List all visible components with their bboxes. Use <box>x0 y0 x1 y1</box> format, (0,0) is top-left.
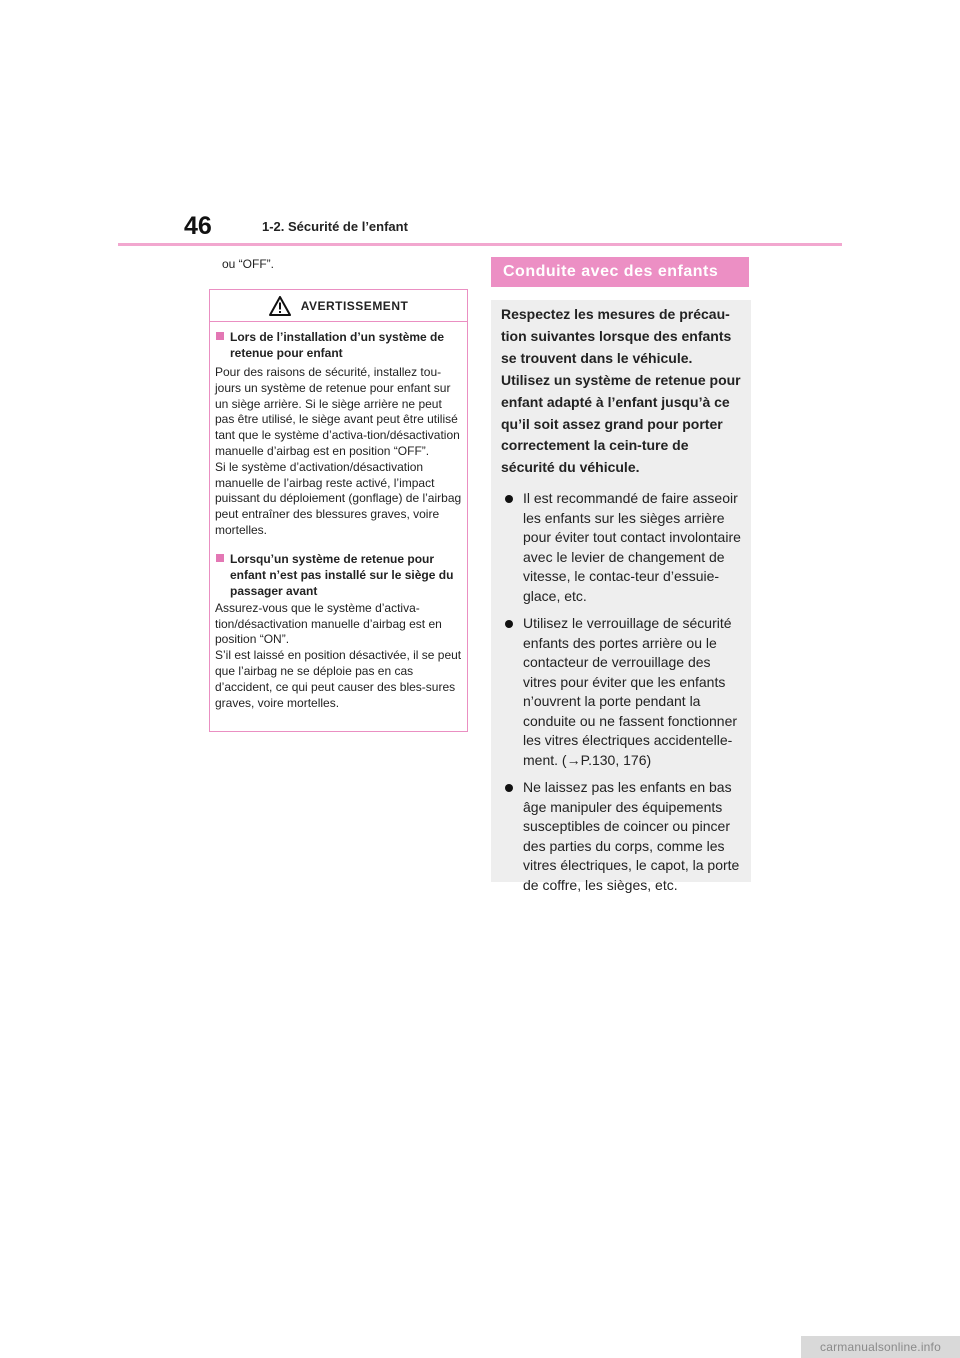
warning-item-2-heading-text: Lorsqu’un système de retenue pour enfant n’est pas installé sur le siège du passager avant <box>230 551 454 598</box>
watermark-link[interactable]: carmanualsonline.info <box>801 1336 960 1358</box>
warning-item-1-paragraph-1: Pour des raisons de sécurité, installez tou-jours un système de retenue pour enfant sur un siège arrière. Si le siège arrière ne peut pas être utilisé, le siège avant peut être utilisé tant que le système d’activa-tion/désactivation manuelle d’airbag est en position “OFF”. <box>215 365 460 458</box>
list-item-text: Ne laissez pas les enfants en bas âge manipuler des équipements susceptibles de coincer ou pincer des parties du corps, comme les vitres électriques, le capot, la porte de coffre, les sièges, etc. <box>523 779 740 893</box>
header-rule <box>118 243 842 246</box>
warning-item-2-paragraph-2: S’il est laissé en position désactivée, il se peut que l’airbag ne se déploie pas en cas d’accident, ce qui peut causer des bles-sures graves, voire mortelles. <box>215 648 462 710</box>
section-title-bar: Conduite avec des enfants <box>491 257 749 287</box>
bullet-list <box>501 489 743 895</box>
intro-text: Respectez les mesures de précau-tion suivantes lorsque des enfants se trouvent dans le véhicule. Utilisez un système de retenue pour enfant adapté à l’enfant jusqu’à ce qu’il soit assez grand pour porter correctement la cein-ture de sécurité du véhicule. <box>501 306 741 476</box>
warning-item-1-heading-text: Lors de l’installation d’un système de retenue pour enfant <box>230 330 445 360</box>
content-box <box>491 300 751 893</box>
square-bullet-icon <box>216 554 224 562</box>
square-bullet-icon <box>216 332 224 340</box>
list-item-text: Il est recommandé de faire asseoir les enfants sur les sièges arrière pour éviter tout contact involontaire avec le levier de changement de vitesse, le contac-teur d’essuie-glace, etc. <box>523 490 741 604</box>
warning-body <box>210 322 467 711</box>
page-number: 46 <box>184 212 212 240</box>
warning-item-2-paragraph-1: Assurez-vous que le système d’activa-tion/désactivation manuelle d’airbag est en position “ON”. <box>215 600 442 647</box>
warning-header <box>210 290 467 322</box>
warning-triangle-icon <box>269 296 291 316</box>
continuation-text: ou “OFF”. <box>222 257 275 271</box>
bullet-dot-icon <box>505 784 513 792</box>
list-item <box>501 489 743 606</box>
section-label: 1-2. Sécurité de l’enfant <box>262 219 408 234</box>
list-item <box>501 778 743 895</box>
warning-item-1-paragraph-2: Si le système d’activation/désactivation manuelle de l’airbag reste activé, l’impact puissant du déploiement (gonflage) de l’airbag peut entraîner des blessures graves, voire mortelles. <box>215 459 462 537</box>
bullet-dot-icon <box>505 495 513 503</box>
warning-item-1-heading <box>215 329 462 361</box>
list-item <box>501 614 743 770</box>
warning-title: AVERTISSEMENT <box>300 298 409 313</box>
list-item-text: Utilisez le verrouillage de sécurité enfants des portes arrière ou le contacteur de verrouillage des vitres pour éviter que les enfants n’ouvrent la porte pendant la conduite ou ne fassent fonctionner les vitres électriques accidentelle-ment. (→P.130, 176) <box>523 615 738 768</box>
bullet-dot-icon <box>505 620 513 628</box>
warning-item-2-heading <box>215 551 462 599</box>
warning-box <box>209 289 468 732</box>
